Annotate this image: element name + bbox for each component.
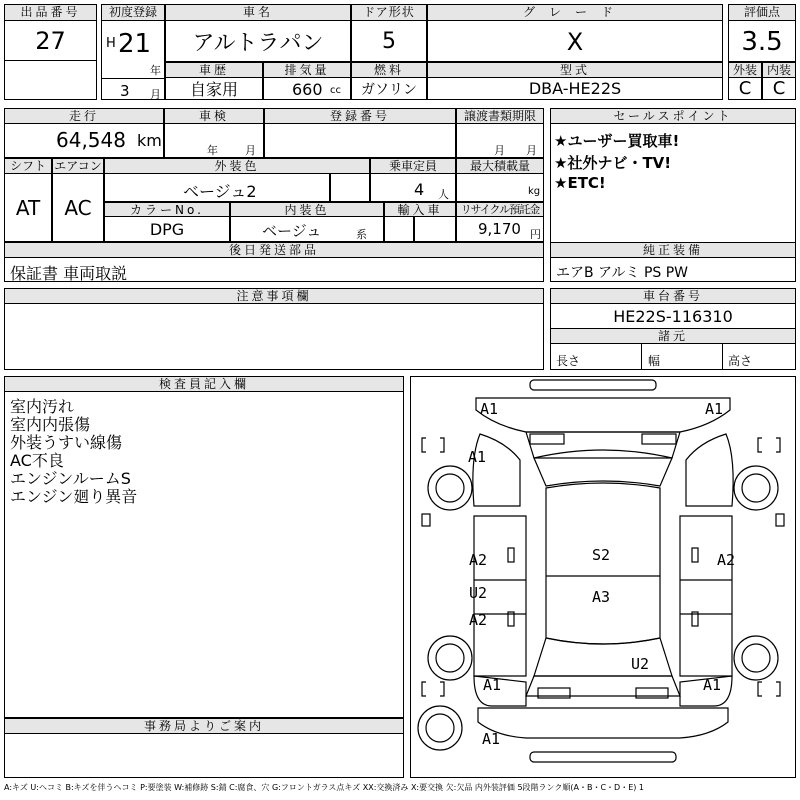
lot-no-header: 出品番号 [4,4,97,21]
mileage-header: 走行 [4,108,164,124]
mark-r-front-door: A2 [717,551,736,569]
mileage-unit: km [137,131,162,150]
mark-l-front-door: A2 [469,551,488,569]
ext-color-header: 外装色 [104,158,370,174]
import-header: 輸入車 [384,202,456,217]
capacity-value: 4 [414,180,425,199]
mark-spare: A1 [482,730,501,748]
later-parts-header: 後日発送部品 [4,242,544,258]
capacity-header: 乗車定員 [370,158,456,174]
first-reg-header: 初度登録 [101,4,165,21]
dim-length: 長さ [556,354,581,368]
sales-point-header: セールスポイント [550,108,796,124]
inspector-note-1: 室内汚れ [10,397,75,416]
int-color-value: ベージュ [262,222,322,240]
chassis-value: HE22S-116310 [613,306,733,326]
month-value: 3 [120,82,130,100]
sales-point-3: ★ETC! [554,174,606,192]
mark-roof: S2 [592,546,611,564]
chassis-header: 車台番号 [550,288,796,304]
later-parts-value: 保証書 車両取説 [10,264,128,283]
mileage-value: 64,548 [56,128,126,152]
mark-rr-bottom: A1 [703,676,722,694]
fuel-value: ガソリン [351,78,427,100]
car-diagram [410,376,796,778]
max-load-header: 最大積載量 [456,158,544,174]
mark-rl-bottom: A1 [483,676,502,694]
int-color-header: 内装色 [230,202,384,217]
month-unit: 月 [150,88,161,101]
fuel-header: 燃料 [351,62,427,78]
exterior-score: C [728,78,762,100]
score-header: 評価点 [728,4,796,21]
transfer-header: 譲渡書類期限 [456,108,544,124]
model-code-value: DBA-HE22S [427,78,723,100]
car-name-header: 車名 [165,4,351,21]
interior-header: 内装 [762,62,796,78]
recycle-value: 9,170 [478,220,521,238]
displacement-value: 660 [292,80,323,99]
shift-header: シフト [4,158,52,174]
mark-hood: A1 [468,448,487,466]
mark-fl-top: A1 [480,400,499,418]
history-value: 自家用 [165,78,263,100]
color-no-value: DPG [104,217,230,242]
inspection-header: 車検 [164,108,264,124]
aircon-header: エアコン [52,158,104,174]
inspector-note-4: AC不良 [10,451,64,470]
inspector-note-5: エンジンルームS [10,469,131,488]
recycle-header: リサイクル預託金 [456,202,544,217]
mark-center: A3 [592,588,611,606]
sales-point-1: ★ユーザー買取車! [554,132,680,150]
inspector-note-6: エンジン廻り異音 [10,487,138,506]
exterior-header: 外装 [728,62,762,78]
mark-l-mid: U2 [469,584,488,602]
mark-rear-glass: U2 [631,655,650,673]
door-header: ドア形状 [351,4,427,21]
notes-header: 注意事項欄 [4,288,544,304]
genuine-header: 純正装備 [550,242,796,258]
door-value: 5 [382,29,396,54]
car-name-value: アルトラパン [192,31,324,56]
dim-width: 幅 [648,354,661,368]
inspector-header: 検査員記入欄 [4,376,404,392]
grade-header: グレード [427,4,723,21]
genuine-value: エアB アルミ PS PW [556,265,689,281]
inspector-note-2: 室内内張傷 [10,415,91,434]
displacement-unit: cc [330,85,341,96]
model-code-header: 型式 [427,62,723,78]
ext-color-value: ベージュ2 [183,182,257,201]
displacement-header: 排気量 [263,62,351,78]
mark-l-rear-door: A2 [469,611,488,629]
score-value: 3.5 [741,26,783,57]
office-header: 事務局よりご案内 [4,718,404,734]
year-unit: 年 [150,64,161,77]
color-no-header: カラーNo. [104,202,230,217]
grade-value: X [566,27,584,56]
inspector-note-3: 外装うすい線傷 [10,433,123,452]
dims-header: 諸元 [550,328,796,344]
sales-point-2: ★社外ナビ・TV! [554,154,672,172]
era-value: H [106,36,116,51]
history-header: 車歴 [165,62,263,78]
interior-score: C [762,78,796,100]
year-value: 21 [118,29,152,59]
dim-height: 高さ [728,354,753,368]
shift-value: AT [4,174,52,242]
mark-fr-top: A1 [705,400,724,418]
aircon-value: AC [52,174,104,242]
lot-no-value: 27 [35,27,66,55]
legend: A:キズ U:ヘコミ B:キズを伴うヘコミ P:要塗装 W:補修跡 S:錆 C:腐食、穴 G:フロントガラス点キズ XX:交換済み X:要交換 欠:欠品 内外装評価 5段階ランク順(A・B・C・D・E) 1 [4,783,645,792]
reg-no-header: 登録番号 [264,108,456,124]
